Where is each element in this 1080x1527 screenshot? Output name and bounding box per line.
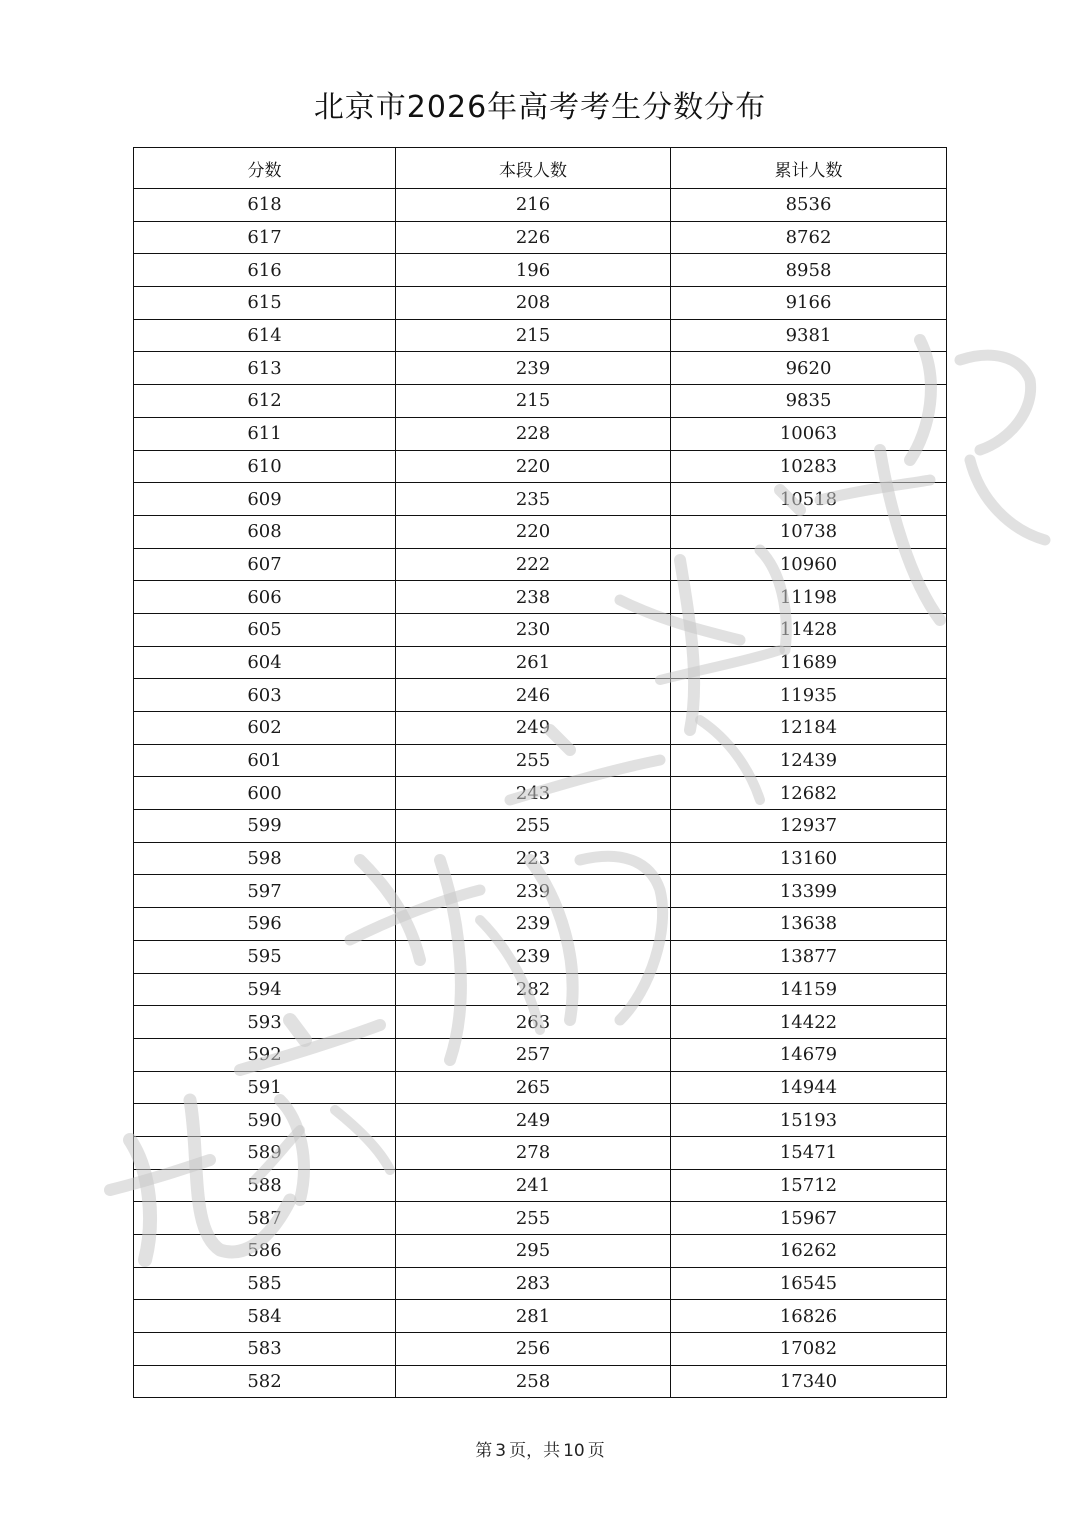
table-row [134,1136,947,1169]
cell-score: 602 [134,712,396,745]
cell-cumulative-count: 13160 [671,842,947,875]
cell-segment-count: 295 [396,1235,671,1268]
cell-cumulative-count: 11198 [671,581,947,614]
score-distribution-table [133,147,947,1398]
cell-score: 610 [134,450,396,483]
table-row [134,1038,947,1071]
cell-segment-count: 239 [396,940,671,973]
page-title: 北京市2026年高考考生分数分布 [313,90,767,125]
cell-cumulative-count: 8536 [671,189,947,222]
cell-cumulative-count: 13638 [671,908,947,941]
cell-score: 615 [134,287,396,320]
cell-segment-count: 256 [396,1333,671,1366]
cell-cumulative-count: 17082 [671,1333,947,1366]
cell-score: 594 [134,973,396,1006]
table-row [134,1071,947,1104]
cell-cumulative-count: 9166 [671,287,947,320]
table-row [134,679,947,712]
cell-segment-count: 239 [396,352,671,385]
cell-score: 600 [134,777,396,810]
cell-score: 609 [134,483,396,516]
table-row [134,483,947,516]
table-row [134,319,947,352]
table-row [134,1006,947,1039]
cell-score: 596 [134,908,396,941]
cell-cumulative-count: 14944 [671,1071,947,1104]
cell-cumulative-count: 10518 [671,483,947,516]
cell-score: 584 [134,1300,396,1333]
cell-segment-count: 255 [396,810,671,843]
cell-cumulative-count: 12439 [671,744,947,777]
cell-score: 612 [134,385,396,418]
table-row [134,352,947,385]
cell-score: 599 [134,810,396,843]
footer-page-number: 3 [495,1441,507,1461]
table-row [134,744,947,777]
table-row [134,940,947,973]
table-row [134,1169,947,1202]
cell-cumulative-count: 10283 [671,450,947,483]
table-row [134,973,947,1006]
cell-segment-count: 265 [396,1071,671,1104]
column-header-cumulative-count: 累计人数 [671,148,947,189]
table-row [134,254,947,287]
cell-cumulative-count: 9620 [671,352,947,385]
score-distribution-table-container [133,147,946,1398]
table-row [134,581,947,614]
cell-segment-count: 223 [396,842,671,875]
cell-score: 597 [134,875,396,908]
cell-segment-count: 196 [396,254,671,287]
cell-cumulative-count: 12682 [671,777,947,810]
cell-segment-count: 283 [396,1267,671,1300]
cell-score: 611 [134,417,396,450]
table-body [134,189,947,1398]
cell-score: 607 [134,548,396,581]
table-row [134,810,947,843]
cell-score: 617 [134,221,396,254]
cell-cumulative-count: 15967 [671,1202,947,1235]
cell-segment-count: 278 [396,1136,671,1169]
cell-segment-count: 241 [396,1169,671,1202]
table-row [134,712,947,745]
table-row [134,548,947,581]
cell-cumulative-count: 12937 [671,810,947,843]
cell-score: 605 [134,613,396,646]
cell-cumulative-count: 10063 [671,417,947,450]
table-row [134,613,947,646]
cell-segment-count: 243 [396,777,671,810]
table-row [134,221,947,254]
table-row [134,1267,947,1300]
table-row [134,875,947,908]
cell-segment-count: 239 [396,875,671,908]
cell-segment-count: 246 [396,679,671,712]
table-row [134,1333,947,1366]
cell-cumulative-count: 9835 [671,385,947,418]
cell-score: 603 [134,679,396,712]
cell-cumulative-count: 17340 [671,1365,947,1398]
cell-cumulative-count: 10738 [671,515,947,548]
cell-segment-count: 220 [396,450,671,483]
cell-score: 616 [134,254,396,287]
cell-segment-count: 258 [396,1365,671,1398]
cell-score: 587 [134,1202,396,1235]
cell-segment-count: 226 [396,221,671,254]
cell-segment-count: 208 [396,287,671,320]
cell-score: 601 [134,744,396,777]
column-header-segment-count: 本段人数 [396,148,671,189]
table-row [134,1300,947,1333]
table-row [134,1235,947,1268]
cell-cumulative-count: 14679 [671,1038,947,1071]
cell-cumulative-count: 15712 [671,1169,947,1202]
cell-cumulative-count: 11689 [671,646,947,679]
table-row [134,1365,947,1398]
cell-segment-count: 216 [396,189,671,222]
cell-cumulative-count: 11428 [671,613,947,646]
footer-total-pages: 10 [563,1441,585,1461]
table-row [134,1104,947,1137]
cell-segment-count: 281 [396,1300,671,1333]
cell-score: 592 [134,1038,396,1071]
cell-cumulative-count: 14422 [671,1006,947,1039]
cell-cumulative-count: 15471 [671,1136,947,1169]
cell-cumulative-count: 11935 [671,679,947,712]
cell-segment-count: 282 [396,973,671,1006]
cell-segment-count: 228 [396,417,671,450]
cell-cumulative-count: 9381 [671,319,947,352]
cell-cumulative-count: 16826 [671,1300,947,1333]
cell-score: 606 [134,581,396,614]
cell-score: 604 [134,646,396,679]
cell-cumulative-count: 10960 [671,548,947,581]
cell-segment-count: 249 [396,712,671,745]
cell-score: 588 [134,1169,396,1202]
footer-suffix: 页 [587,1441,605,1461]
cell-score: 618 [134,189,396,222]
table-row [134,450,947,483]
cell-score: 595 [134,940,396,973]
cell-score: 591 [134,1071,396,1104]
footer-prefix: 第 [475,1441,493,1461]
cell-segment-count: 255 [396,1202,671,1235]
page-footer [0,1436,1080,1461]
cell-score: 586 [134,1235,396,1268]
cell-cumulative-count: 8958 [671,254,947,287]
cell-score: 614 [134,319,396,352]
table-row [134,842,947,875]
table-row [134,287,947,320]
table-row [134,417,947,450]
cell-segment-count: 230 [396,613,671,646]
cell-segment-count: 249 [396,1104,671,1137]
cell-segment-count: 263 [396,1006,671,1039]
table-row [134,189,947,222]
cell-score: 582 [134,1365,396,1398]
cell-score: 590 [134,1104,396,1137]
footer-middle: 页，共 [509,1441,561,1461]
cell-cumulative-count: 15193 [671,1104,947,1137]
cell-score: 593 [134,1006,396,1039]
cell-segment-count: 235 [396,483,671,516]
cell-cumulative-count: 12184 [671,712,947,745]
cell-segment-count: 257 [396,1038,671,1071]
cell-segment-count: 215 [396,385,671,418]
cell-cumulative-count: 8762 [671,221,947,254]
column-header-score: 分数 [134,148,396,189]
table-row [134,777,947,810]
cell-segment-count: 222 [396,548,671,581]
cell-score: 585 [134,1267,396,1300]
table-header-row [134,148,947,189]
cell-segment-count: 238 [396,581,671,614]
cell-score: 589 [134,1136,396,1169]
cell-cumulative-count: 13877 [671,940,947,973]
cell-score: 613 [134,352,396,385]
cell-score: 583 [134,1333,396,1366]
table-row [134,1202,947,1235]
table-row [134,515,947,548]
table-row [134,646,947,679]
cell-segment-count: 215 [396,319,671,352]
table-row [134,908,947,941]
cell-segment-count: 220 [396,515,671,548]
cell-cumulative-count: 13399 [671,875,947,908]
cell-cumulative-count: 16262 [671,1235,947,1268]
table-row [134,385,947,418]
cell-cumulative-count: 14159 [671,973,947,1006]
cell-cumulative-count: 16545 [671,1267,947,1300]
cell-segment-count: 239 [396,908,671,941]
cell-score: 608 [134,515,396,548]
cell-segment-count: 255 [396,744,671,777]
cell-score: 598 [134,842,396,875]
cell-segment-count: 261 [396,646,671,679]
